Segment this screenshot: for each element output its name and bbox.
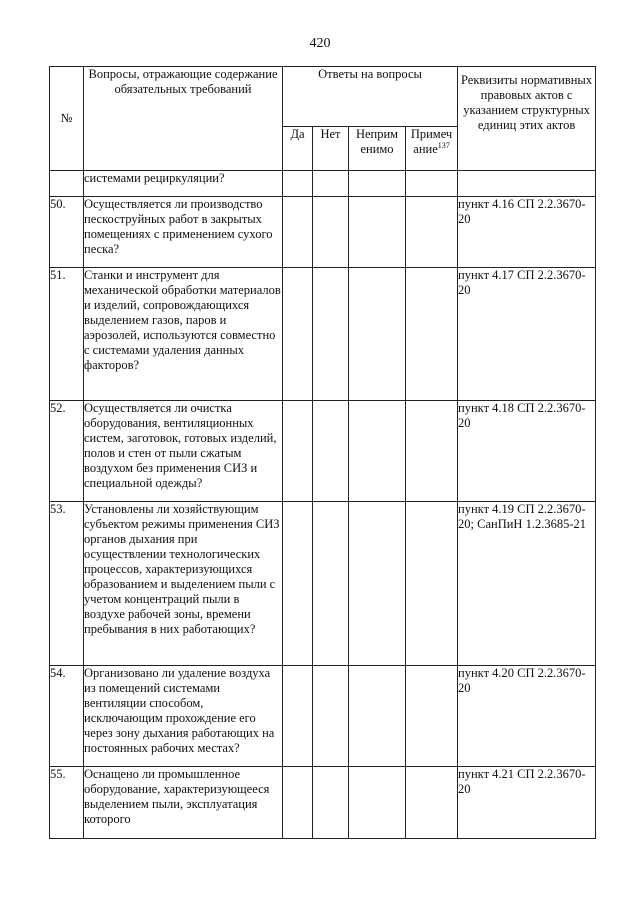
answer-na-cell[interactable] bbox=[349, 268, 406, 401]
header-note-ref: 137 bbox=[437, 140, 450, 150]
table-row bbox=[50, 171, 596, 197]
answer-note-cell[interactable] bbox=[406, 502, 458, 666]
answer-yes-cell[interactable] bbox=[283, 268, 313, 401]
answer-note-cell[interactable] bbox=[406, 268, 458, 401]
row-num: 54. bbox=[50, 666, 84, 767]
row-requisites: пункт 4.19 СП 2.2.3670-20; СанПиН 1.2.3685-21 bbox=[458, 502, 596, 666]
table-row bbox=[50, 767, 596, 839]
answer-note-cell[interactable] bbox=[406, 666, 458, 767]
answer-no-cell[interactable] bbox=[313, 401, 349, 502]
row-question: Организовано ли удаление воздуха из помещений системами вентиляции способом, исключающим прохождение его через зону дыхания работающих на постоянных рабочих местах? bbox=[84, 666, 283, 767]
answer-no-cell[interactable] bbox=[313, 767, 349, 839]
answer-na-cell[interactable] bbox=[349, 401, 406, 502]
answer-yes-cell[interactable] bbox=[283, 767, 313, 839]
answer-note-cell[interactable] bbox=[406, 171, 458, 197]
answer-yes-cell[interactable] bbox=[283, 401, 313, 502]
row-requisites: пункт 4.18 СП 2.2.3670-20 bbox=[458, 401, 596, 502]
row-question: Станки и инструмент для механической обработки материалов и изделий, сопровождающихся выделением газов, паров и аэрозолей, используются совместно с системами удаления данных факторов? bbox=[84, 268, 283, 401]
table-row bbox=[50, 502, 596, 666]
answer-no-cell[interactable] bbox=[313, 171, 349, 197]
answer-no-cell[interactable] bbox=[313, 268, 349, 401]
answer-na-cell[interactable] bbox=[349, 502, 406, 666]
header-question: Вопросы, отражающие содержание обязательных требований bbox=[84, 67, 283, 171]
row-requisites: пункт 4.16 СП 2.2.3670-20 bbox=[458, 197, 596, 268]
answer-no-cell[interactable] bbox=[313, 197, 349, 268]
table-row bbox=[50, 401, 596, 502]
header-note bbox=[406, 127, 458, 171]
answer-na-cell[interactable] bbox=[349, 171, 406, 197]
header-answers: Ответы на вопросы bbox=[283, 67, 458, 127]
row-num: 53. bbox=[50, 502, 84, 666]
page-number: 420 bbox=[309, 36, 331, 51]
row-requisites: пункт 4.17 СП 2.2.3670-20 bbox=[458, 268, 596, 401]
answer-no-cell[interactable] bbox=[313, 666, 349, 767]
row-num: 55. bbox=[50, 767, 84, 839]
header-na: Неприм енимо bbox=[349, 127, 406, 171]
row-question: Установлены ли хозяйствующим субъектом режимы применения СИЗ органов дыхания при осуществлении технологических процессов, характеризующихся образованием и выделением пыли с учетом концентраций пыли в воздухе рабочей зоны, времени пребывания в них работающих? bbox=[84, 502, 283, 666]
answer-note-cell[interactable] bbox=[406, 767, 458, 839]
table-row bbox=[50, 666, 596, 767]
row-num: 51. bbox=[50, 268, 84, 401]
table-row bbox=[50, 197, 596, 268]
answer-note-cell[interactable] bbox=[406, 401, 458, 502]
header-row-top bbox=[50, 67, 596, 127]
table-row bbox=[50, 268, 596, 401]
row-question: Оснащено ли промышленное оборудование, характеризующееся выделением пыли, эксплуатация которого bbox=[84, 767, 283, 839]
header-no: Нет bbox=[313, 127, 349, 171]
answer-yes-cell[interactable] bbox=[283, 502, 313, 666]
row-question: Осуществляется ли производство пескоструйных работ в закрытых помещениях с применением сухого песка? bbox=[84, 197, 283, 268]
header-requisites: Реквизиты нормативных правовых актов с указанием структурных единиц этих актов bbox=[458, 67, 596, 171]
answer-na-cell[interactable] bbox=[349, 767, 406, 839]
checklist-table bbox=[49, 66, 596, 839]
header-num: № bbox=[50, 67, 84, 171]
row-question: системами рециркуляции? bbox=[84, 171, 283, 197]
row-requisites: пункт 4.21 СП 2.2.3670-20 bbox=[458, 767, 596, 839]
answer-note-cell[interactable] bbox=[406, 197, 458, 268]
header-note-label: Примеч ание bbox=[410, 127, 453, 156]
answer-yes-cell[interactable] bbox=[283, 197, 313, 268]
answer-no-cell[interactable] bbox=[313, 502, 349, 666]
answer-na-cell[interactable] bbox=[349, 197, 406, 268]
header-yes: Да bbox=[283, 127, 313, 171]
row-num: 50. bbox=[50, 197, 84, 268]
row-num: 52. bbox=[50, 401, 84, 502]
answer-yes-cell[interactable] bbox=[283, 171, 313, 197]
row-num bbox=[50, 171, 84, 197]
row-requisites: пункт 4.20 СП 2.2.3670-20 bbox=[458, 666, 596, 767]
answer-yes-cell[interactable] bbox=[283, 666, 313, 767]
row-question: Осуществляется ли очистка оборудования, вентиляционных систем, заготовок, готовых изделий, полов и стен от пыли сжатым воздухом без применения СИЗ и специальной одежды? bbox=[84, 401, 283, 502]
answer-na-cell[interactable] bbox=[349, 666, 406, 767]
row-requisites bbox=[458, 171, 596, 197]
